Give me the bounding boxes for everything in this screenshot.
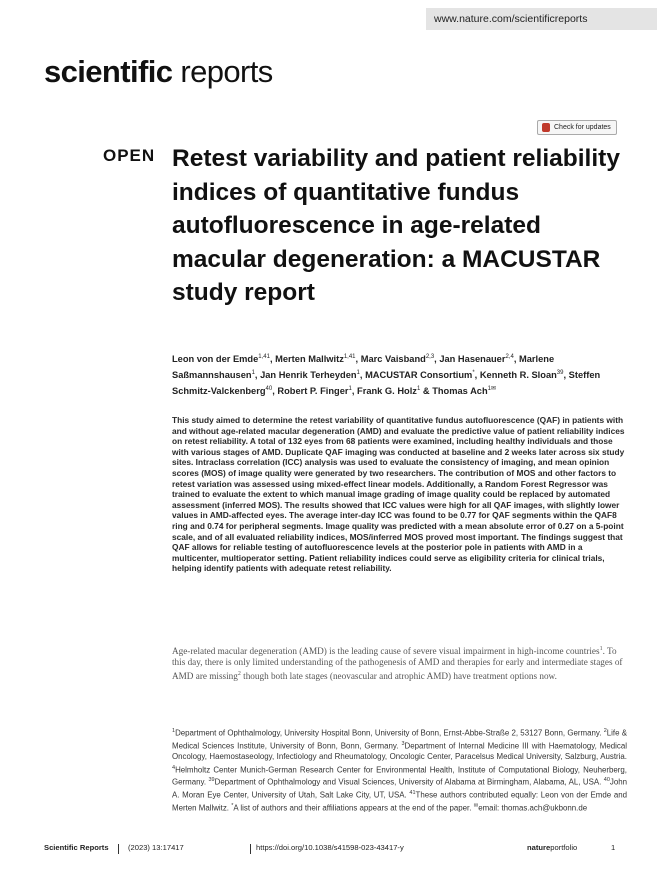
affiliation-text: These authors contributed equally: Leon von der Emde and Merten Mallwitz.: [172, 790, 627, 813]
publisher-bold: nature: [527, 843, 551, 852]
intro-text-b: . To this day, there is only limited understanding of the pathogenesis of AMD and therapies for early and intermediate stages of AMD are missing: [172, 646, 623, 681]
affiliation-text: email: thomas.ach@ukbonn.de: [478, 803, 588, 813]
article-title: Retest variability and patient reliability indices of quantitative fundus autofluorescence in age‑related macular degeneration: a MACUSTAR study report: [172, 145, 620, 306]
author-name[interactable]: Thomas Ach: [432, 386, 488, 397]
publisher-logo: [527, 843, 577, 852]
author-affiliation-ref: 2,4: [505, 354, 514, 360]
check-for-updates-button[interactable]: [537, 120, 617, 135]
journal-name-light: reports: [172, 54, 273, 89]
author-affiliation-ref: 1✉: [487, 386, 497, 393]
check-for-updates-label: Check for updates: [554, 124, 611, 131]
author-name[interactable]: Leon von der Emde: [172, 354, 259, 365]
citation-ref[interactable]: 1: [599, 646, 603, 652]
affiliation-text: A list of authors and their affiliations appears at the end of the paper.: [233, 803, 474, 813]
author-affiliation-ref: 2,3: [425, 354, 435, 360]
author-name[interactable]: Jan Henrik Terheyden: [260, 370, 357, 381]
update-badge-icon: [542, 123, 550, 132]
author-name[interactable]: Jan Hasenauer: [439, 354, 506, 365]
author-affiliation-ref: 1,41: [258, 354, 270, 360]
author-affiliation-ref: 1: [356, 370, 360, 377]
author-list: Leon von der Emde$^{1,41}$, Merten Mallwitz$^{1,41}$, Marc Vaisband$^{2,3}$, Jan Hasenauer$^{2,4}$, Marlene Saßmannshausen$^1$, Jan Henrik Terheyden$^1$, MACUSTAR Consortium*, Kenneth R. Sloan$^{39}$, Steffen Schmitz‑Valckenberg$^{40}$, Robert P. Finger$^1$, Frank G. Holz$^1$ & Thomas Ach$^{1✉}$: [172, 354, 601, 397]
author-name[interactable]: Steffen Schmitz‑Valckenberg: [172, 370, 601, 397]
affiliation-number: 40: [603, 777, 610, 784]
affiliation-number: 39: [208, 777, 215, 784]
author-name[interactable]: Merten Mallwitz: [275, 354, 344, 365]
affiliation-text: Life & Medical Sciences Institute, University of Bonn, Bonn, Germany.: [172, 728, 627, 751]
journal-url[interactable]: www.nature.com/scientificreports: [426, 8, 657, 30]
journal-logo: [44, 54, 273, 90]
author-name[interactable]: Frank G. Holz: [357, 386, 417, 397]
author-name[interactable]: Marc Vaisband: [360, 354, 426, 365]
affiliation-text: John A. Moran Eye Center, University of Utah, Salt Lake City, UT, USA.: [172, 777, 628, 800]
citation-ref[interactable]: 2: [237, 670, 241, 677]
author-affiliation-ref: *: [472, 370, 475, 377]
author-name[interactable]: Robert P. Finger: [277, 386, 349, 397]
footer-doi[interactable]: https://doi.org/10.1038/s41598-023-43417-y: [256, 843, 404, 852]
author-affiliation-ref: 1: [348, 386, 352, 393]
author-name[interactable]: Kenneth R. Sloan: [479, 370, 557, 381]
author-affiliation-ref: 1,41: [343, 354, 356, 360]
affiliation-text: Department of Ophthalmology, University Hospital Bonn, University of Bonn, Ernst-Abbe-Straße 2, 53127 Bonn, Germany.: [175, 728, 604, 738]
open-access-label: OPEN: [103, 146, 156, 165]
author-affiliation-ref: 1: [416, 386, 421, 393]
page-footer: [0, 843, 657, 857]
affiliation-text: Helmholtz Center Munich-German Research Center for Environmental Health, Institute of Computational Biology, Neuherberg, Germany.: [172, 765, 627, 787]
footer-citation: (2023) 13:17417: [128, 843, 184, 852]
affiliation-number: 3: [401, 740, 405, 747]
author-affiliation-ref: 1: [251, 370, 255, 377]
affiliation-number: 41: [409, 789, 416, 796]
affiliation-number: 1: [172, 728, 176, 734]
author-name[interactable]: MACUSTAR Consortium: [365, 370, 473, 381]
abstract: This study aimed to determine the retest variability of quantitative fundus autofluorescence (QAF) in patients with and without age-related macular degeneration (AMD) and evaluate the predictive value of patient reliability indices on retest reliability. A total of 132 eyes from 68 patients were examined, including healthy individuals and those with various stages of AMD. Duplicate QAF imaging was conducted at baseline and 2 weeks later across six study sites. Intraclass correlation (ICC) analysis was used to evaluate the consistency of imaging, and mean opinion scores (MOS) of image quality were generated by two researchers. The contribution of MOS and other factors to retest variation was assessed using mixed-effect linear models. Additionally, a Random Forest Regressor was trained to evaluate the extent to which manual image grading of image quality could be replaced by automated assessment (inferred MOS). The results showed that ICC values were high for all QAF images, with slightly lower values in AMD-affected eyes. The average inter-day ICC was found to be 0.77 for QAF segments within the QAF8 ring and 0.74 for peripheral segments. Image quality was predicted with a mean absolute error of 0.27 on a 5-point scale, and of all evaluated reliability indices, MOS/inferred MOS proved most important. The findings suggest that QAF allows for reliable testing of autofluorescence levels at the posterior pole in patients with AMD in a multicenter, multioperator setting. Patient reliability indices could serve as eligibility criteria for clinical trials, helping identify patients with adequate retest reliability.: [172, 415, 625, 574]
footer-divider: [250, 844, 251, 854]
affiliations: [172, 726, 627, 813]
publisher-light: portfolio: [550, 843, 578, 852]
affiliation-text: Department of Ophthalmology and Visual Sciences, University of Alabama at Birmingham, Alabama, AL, USA.: [214, 777, 604, 787]
footer-journal: Scientific Reports: [44, 843, 109, 852]
footer-divider: [118, 844, 119, 854]
introduction-paragraph: [172, 644, 627, 682]
intro-text-a: Age-related macular degeneration (AMD) is the leading cause of severe visual impairment in high-income countries: [172, 646, 600, 657]
affiliation-number: 2: [603, 728, 607, 734]
author-name[interactable]: Marlene Saßmannshausen: [172, 354, 555, 381]
affiliation-text: Department of Internal Medicine III with Haematology, Medical Oncology, Haemostaseology, Infectiology and Rheumatology, Oncologic Center, Paracelsus Medical University, Salzburg, Austria.: [172, 741, 627, 762]
affiliation-number: *: [231, 802, 234, 809]
author-affiliation-ref: 40: [265, 386, 273, 393]
affiliation-number: 4: [172, 764, 176, 771]
page-number: 1: [611, 843, 616, 852]
journal-name-bold: scientific: [44, 54, 173, 89]
intro-text-c: though both late stages (neovascular and atrophic AMD) have treatment options now.: [240, 670, 557, 681]
affiliation-number: ✉: [473, 802, 479, 809]
author-affiliation-ref: 39: [556, 370, 564, 377]
